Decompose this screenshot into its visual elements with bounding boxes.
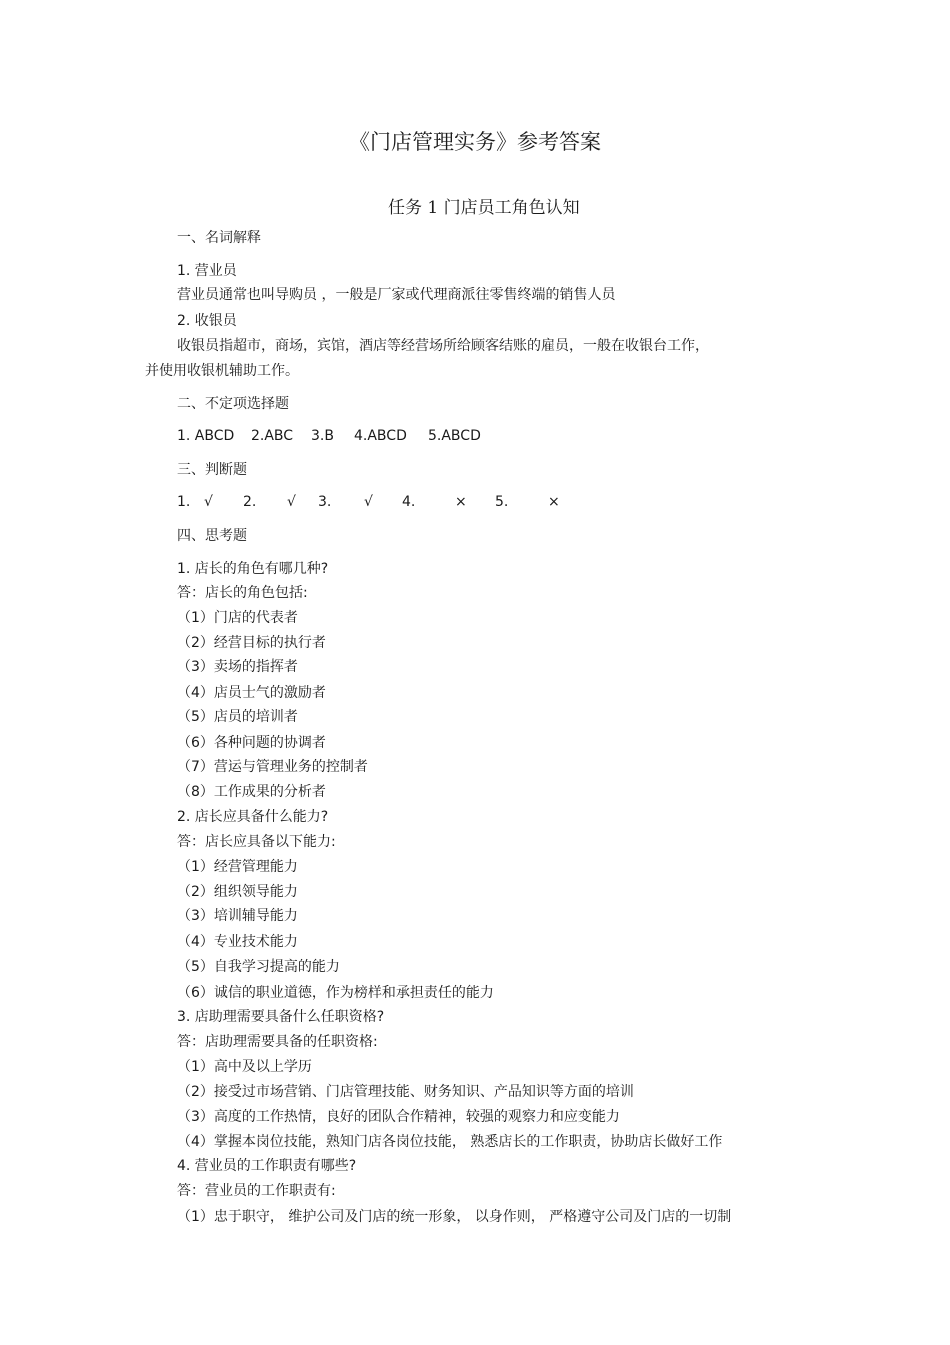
q-line: 1. 店长的角色有哪几种? xyxy=(177,561,329,577)
q-line: （2）接受过市场营销、门店管理技能、财务知识、产品知识等方面的培训 xyxy=(177,1084,634,1100)
q-line: （4）店员士气的激励者 xyxy=(177,685,326,701)
tf-number: 5. xyxy=(495,494,509,510)
document-title: 《门店管理实务》参考答案 xyxy=(349,130,601,154)
mc-answer: 2.ABC xyxy=(251,428,294,444)
term-2-definition-line1: 收银员指超市，商场，宾馆，酒店等经营场所给顾客结账的雇员，一般在收银台工作， xyxy=(177,338,709,354)
q-line: （2）经营目标的执行者 xyxy=(177,635,326,651)
q-line: （4）专业技术能力 xyxy=(177,934,298,950)
q-line: 3. 店助理需要具备什么任职资格? xyxy=(177,1009,385,1025)
q-line: 4. 营业员的工作职责有哪些? xyxy=(177,1158,357,1174)
q-line: （5）店员的培训者 xyxy=(177,709,298,725)
section-heading-multiple-choice: 二、不定项选择题 xyxy=(177,396,289,412)
section-heading-questions: 四、思考题 xyxy=(177,528,247,544)
q-line: 答：店助理需要具备的任职资格: xyxy=(177,1034,378,1050)
q-line: （7）营运与管理业务的控制者 xyxy=(177,759,368,775)
q-line: 答：店长应具备以下能力: xyxy=(177,834,336,850)
q-line: （1）忠于职守， 维护公司及门店的统一形象， 以身作则， 严格遵守公司及门店的一切制 xyxy=(177,1209,732,1225)
tf-number: 3. xyxy=(318,494,332,510)
q-line: （3）培训辅导能力 xyxy=(177,908,298,924)
q-line: 2. 店长应具备什么能力? xyxy=(177,809,329,825)
term-1-definition: 营业员通常也叫导购员 ，一般是厂家或代理商派往零售终端的销售人员 xyxy=(177,287,616,303)
q-line: （1）高中及以上学历 xyxy=(177,1059,312,1075)
tf-mark: × xyxy=(548,494,560,510)
tf-mark: √ xyxy=(287,494,296,510)
q-line: 答：店长的角色包括: xyxy=(177,585,308,601)
q-line: （6）各种问题的协调者 xyxy=(177,735,326,751)
tf-number: 2. xyxy=(243,494,257,510)
term-2-definition-line2: 并使用收银机辅助工作。 xyxy=(145,363,299,379)
q-line: （4）掌握本岗位技能，熟知门店各岗位技能， 熟悉店长的工作职责，协助店长做好工作 xyxy=(177,1134,723,1150)
section-heading-true-false: 三、判断题 xyxy=(177,462,247,478)
q-line: （1）经营管理能力 xyxy=(177,859,298,875)
term-2-title: 2. 收银员 xyxy=(177,313,237,329)
q-line: （3）高度的工作热情，良好的团队合作精神，较强的观察力和应变能力 xyxy=(177,1109,620,1125)
q-line: （1）门店的代表者 xyxy=(177,610,298,626)
tf-mark: √ xyxy=(204,494,213,510)
tf-number: 1. xyxy=(177,494,191,510)
mc-answer: 5.ABCD xyxy=(428,428,481,444)
section-heading-terms: 一、名词解释 xyxy=(177,230,261,246)
q-line: （3）卖场的指挥者 xyxy=(177,659,298,675)
tf-mark: × xyxy=(455,494,467,510)
q-line: 答：营业员的工作职责有: xyxy=(177,1183,336,1199)
q-line: （5）自我学习提高的能力 xyxy=(177,959,340,975)
term-1-title: 1. 营业员 xyxy=(177,263,237,279)
q-line: （2）组织领导能力 xyxy=(177,884,298,900)
task-title: 任务 1 门店员工角色认知 xyxy=(388,198,580,218)
tf-mark: √ xyxy=(364,494,373,510)
tf-number: 4. xyxy=(402,494,416,510)
mc-answer: 1. ABCD xyxy=(177,428,235,444)
q-line: （8）工作成果的分析者 xyxy=(177,784,326,800)
mc-answer: 4.ABCD xyxy=(354,428,407,444)
mc-answer: 3.B xyxy=(311,428,334,444)
q-line: （6）诚信的职业道德，作为榜样和承担责任的能力 xyxy=(177,985,494,1001)
